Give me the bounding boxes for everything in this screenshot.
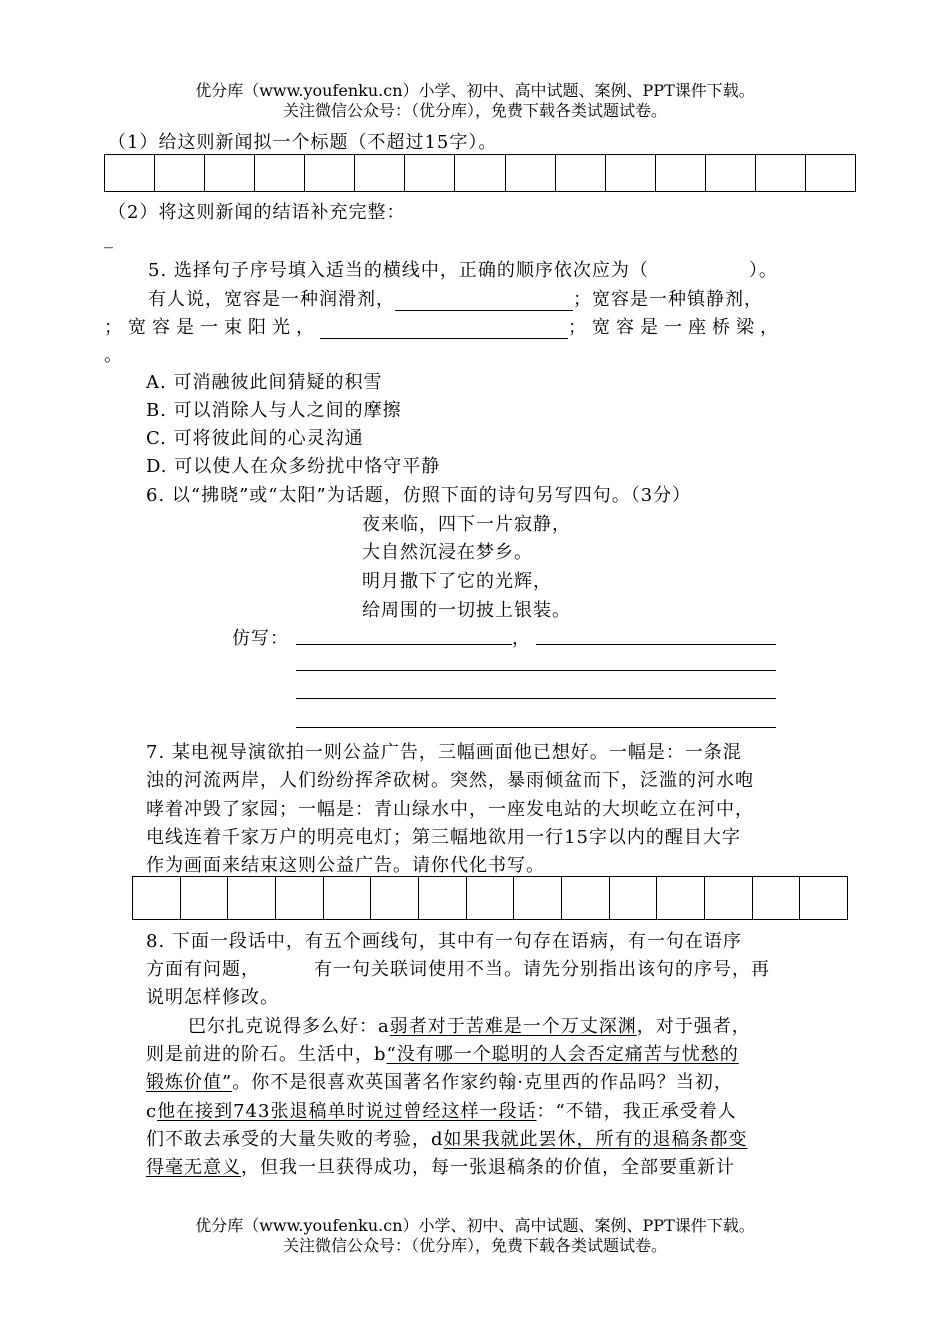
answer-cell[interactable] [705,155,755,192]
q8-passage-line-2: 则是前进的阶石。生活中，b“没有哪一个聪明的人会否定痛苦与忧愁的 [146,1044,739,1065]
q8-passage-line-3: 锻炼价值”。你不是很喜欢英国著名作家约翰·克里西的作品吗？当初， [146,1072,733,1093]
underlined-sentence-a: 弱者对于苦难是一个万丈深渊 [389,1016,637,1037]
answer-cell[interactable] [133,877,181,920]
q8-passage-line-4: c他在接到743张退稿单时说过曾经这样一段话：“不错，我正承受着人 [146,1101,737,1122]
imitate-line-1a[interactable] [296,644,512,645]
q4-part1: （1）给这则新闻拟一个标题（不超过15字）。 [108,132,498,153]
answer-cell[interactable] [704,877,752,920]
title-answer-grid [104,154,856,192]
poem-line-1: 夜来临，四下一片寂静， [362,514,571,535]
q5-blank-1[interactable] [395,292,573,311]
q5-option-d: D. 可以使人在众多纷扰中恪守平静 [146,456,441,477]
q4-part2-mark: _ [104,228,114,249]
q8-stem-3: 说明怎样修改。 [146,987,279,1008]
q7-line-1: 7. 某电视导演欲拍一则公益广告，三幅画面他已想好。一幅是：一条混 [146,742,742,763]
q8-passage-line-5: 们不敢去承受的大量失败的考验，d如果我就此罢休，所有的退稿条都变 [146,1129,748,1150]
q5-option-b: B. 可以消除人与人之间的摩擦 [146,400,402,421]
q8-passage-line-1: 巴尔扎克说得多么好：a弱者对于苦难是一个万丈深渊，对于强者， [188,1016,751,1037]
underlined-sentence-d: 如果我就此罢休，所有的退稿条都变 [443,1129,748,1150]
poem-line-2: 大自然沉浸在梦乡。 [362,542,533,563]
q7-line-3: 哮着冲毁了家园；一幅是：青山绿水中，一座发电站的大坝屹立在河中， [146,799,754,820]
answer-cell[interactable] [800,877,848,920]
answer-cell[interactable] [657,877,705,920]
q7-line-4: 电线连着千家万户的明亮电灯；第三幅地欲用一行15字以内的醒目大字 [146,827,741,848]
answer-cell[interactable] [405,155,455,192]
poem-line-4: 给周围的一切披上银装。 [362,600,571,621]
answer-cell[interactable] [555,155,605,192]
header-line-1: 优分库（www.youfenku.cn）小学、初中、高中试题、案例、PPT课件下载。 [195,81,755,100]
answer-cell[interactable] [205,155,255,192]
header-line-2: 关注微信公众号：（优分库），免费下载各类试题试卷。 [282,101,667,120]
answer-cell[interactable] [228,877,276,920]
q8-stem-2: 方面有问题， 有一句关联词使用不当。请先分别指出该句的序号，再 [146,959,770,980]
imitate-comma: ， [512,628,531,649]
footer-line-1: 优分库（www.youfenku.cn）小学、初中、高中试题、案例、PPT课件下载。 [195,1216,755,1235]
answer-cell[interactable] [105,155,155,192]
underlined-sentence-b-cont: 锻炼价值” [146,1072,233,1093]
answer-cell[interactable] [514,877,562,920]
answer-cell[interactable] [255,155,305,192]
poem-line-3: 明月撒下了它的光辉， [362,571,552,592]
slogan-answer-grid [132,876,848,920]
underlined-sentence-b: “没有哪一个聪明的人会否定痛苦与忧愁的 [386,1044,739,1065]
imitate-line-1b[interactable] [536,644,776,645]
imitate-label: 仿写： [232,628,289,649]
answer-cell[interactable] [752,877,800,920]
q6-stem: 6. 以“拂晓”或“太阳”为话题，仿照下面的诗句另写四句。（3分） [146,485,692,506]
answer-cell[interactable] [371,877,419,920]
answer-cell[interactable] [455,155,505,192]
q5-line-3: 。 [104,345,123,366]
answer-cell[interactable] [605,155,655,192]
q8-passage-line-6: 得毫无意义，但我一旦获得成功，每一张退稿条的价值，全部要重新计 [146,1157,735,1178]
answer-cell[interactable] [155,155,205,192]
answer-cell[interactable] [466,877,514,920]
answer-cell[interactable] [275,877,323,920]
imitate-line-4[interactable] [296,727,776,728]
answer-cell[interactable] [805,155,855,192]
q8-stem-1: 8. 下面一段话中，有五个画线句，其中有一句存在语病，有一句在语序 [146,931,742,952]
imitate-line-3[interactable] [296,698,776,699]
answer-cell[interactable] [418,877,466,920]
q7-line-5: 作为画面来结束这则公益广告。请你代化书写。 [146,855,545,876]
q5-blank-2[interactable] [320,320,568,339]
answer-cell[interactable] [305,155,355,192]
footer-line-2: 关注微信公众号：（优分库），免费下载各类试题试卷。 [282,1236,667,1255]
q5-line-2: ；宽容是一束阳光， ；宽容是一座桥梁， [104,317,784,338]
answer-cell[interactable] [609,877,657,920]
q5-option-a: A. 可消融彼此间猜疑的积雪 [146,372,383,393]
q5-option-c: C. 可将彼此间的心灵沟通 [146,428,364,449]
q7-line-2: 浊的河流两岸，人们纷纷挥斧砍树。突然，暴雨倾盆而下，泛滥的河水咆 [146,770,754,791]
answer-cell[interactable] [323,877,371,920]
q5-line-1: 有人说，宽容是一种润滑剂， ；宽容是一种镇静剂， [148,289,763,310]
imitate-line-2[interactable] [296,670,776,671]
q4-part2: （2）将这则新闻的结语补充完整： [108,202,406,223]
q5-stem: 5. 选择句子序号填入适当的横线中，正确的顺序依次应为（ ）。 [148,260,778,281]
answer-cell[interactable] [655,155,705,192]
answer-cell[interactable] [180,877,228,920]
answer-cell[interactable] [755,155,805,192]
answer-cell[interactable] [355,155,405,192]
underlined-sentence-d-cont: 得毫无意义 [146,1157,241,1178]
answer-cell[interactable] [505,155,555,192]
underlined-sentence-c: 他在接到743张退稿单时说过曾经这样一段话 [157,1101,537,1122]
answer-cell[interactable] [561,877,609,920]
